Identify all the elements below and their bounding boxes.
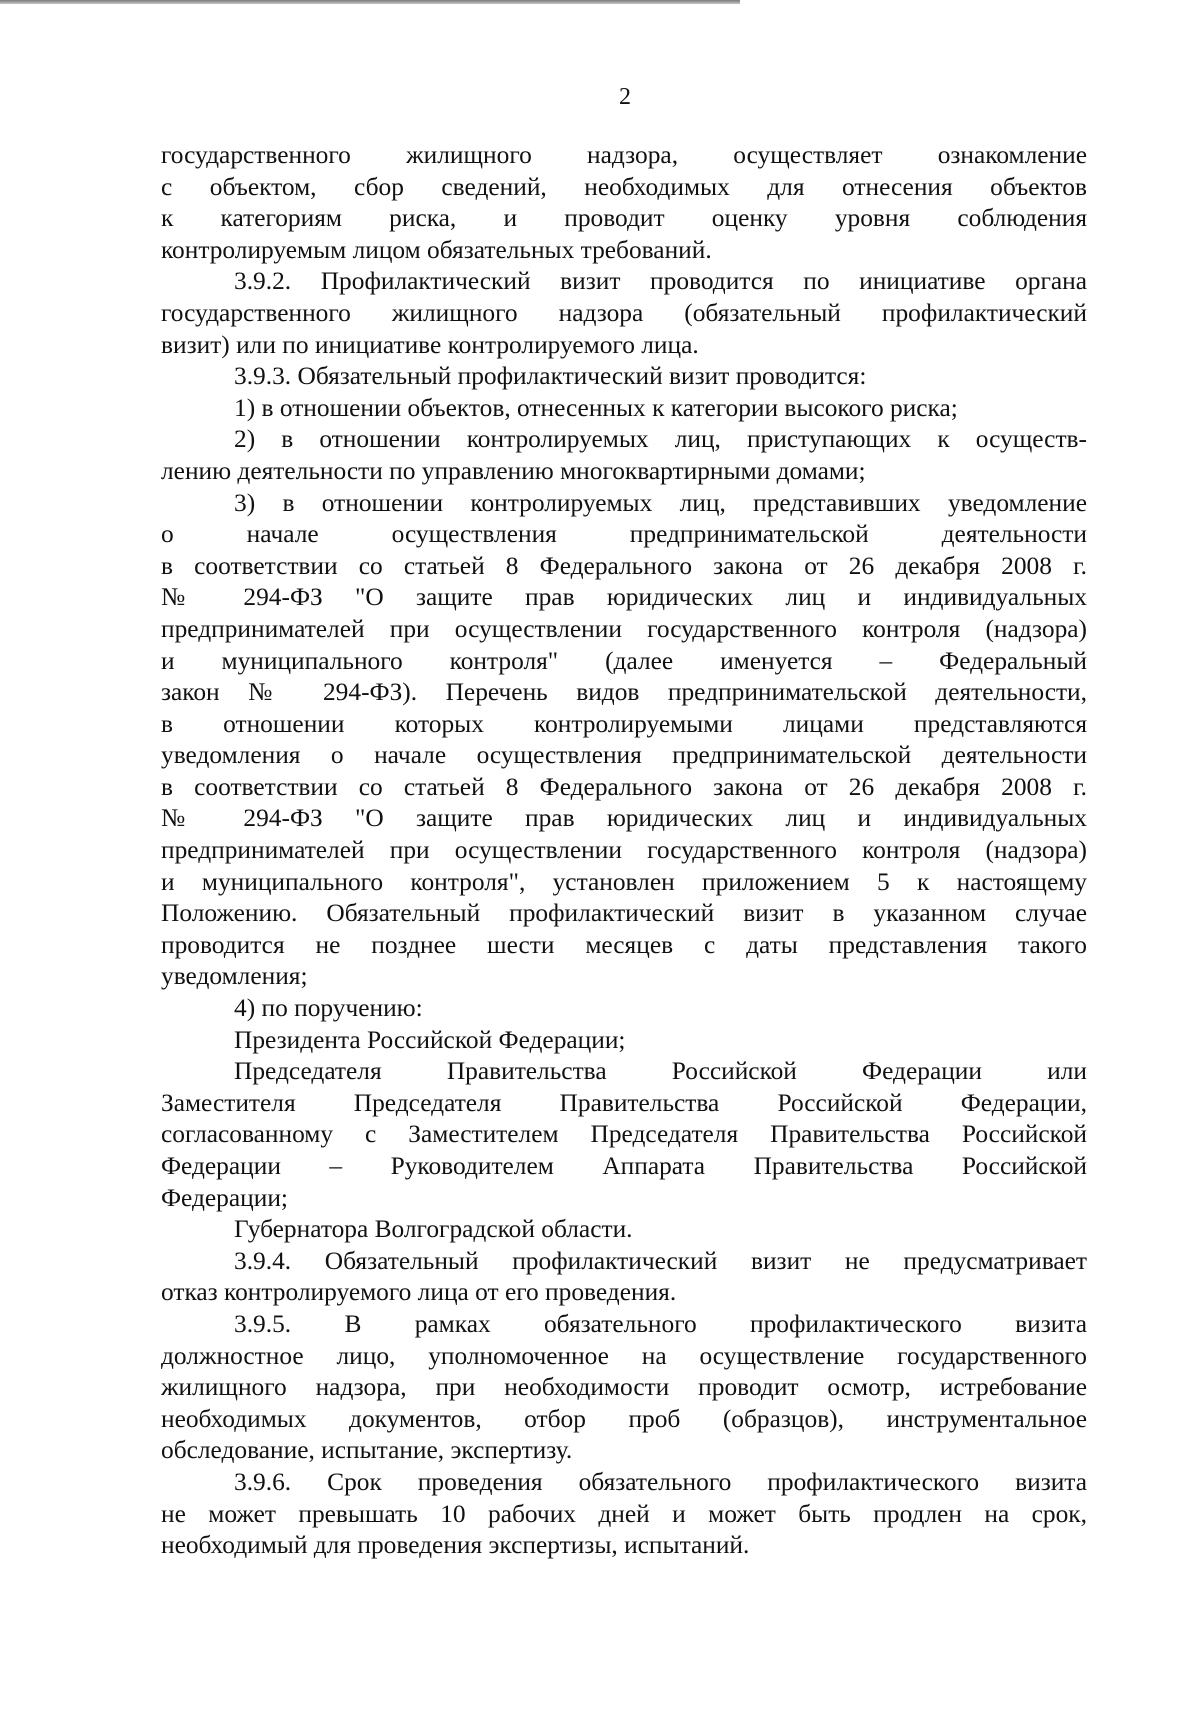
text-line: согласованному с Заместителем Председателя Правительства Российской	[161, 1120, 1087, 1149]
text-line: 4) по поручению:	[234, 994, 423, 1023]
text-line: отказ контролируемого лица от его проведения.	[161, 1278, 677, 1307]
paragraph	[161, 1214, 1087, 1246]
text-line: лению деятельности по управлению многоквартирными домами;	[161, 456, 866, 485]
text-line: предпринимателей при осуществлении государственного контроля (надзора)	[161, 614, 1087, 643]
text-line: должностное лицо, уполномоченное на осуществление государственного	[161, 1341, 1087, 1370]
text-line: уведомления;	[161, 962, 308, 991]
paragraph	[161, 1309, 1087, 1467]
text-line: 3.9.6. Срок проведения обязательного профилактического визита	[234, 1467, 1087, 1496]
text-line: Федерации;	[161, 1183, 288, 1212]
text-line: Положению. Обязательный профилактический визит в указанном случае	[161, 899, 1087, 928]
paragraph	[161, 1246, 1087, 1309]
text-line: в отношении которых контролируемыми лицами представляются	[161, 709, 1087, 738]
text-line: Президента Российской Федерации;	[234, 1025, 626, 1054]
paragraph	[161, 393, 1087, 425]
text-line: Председателя Правительства Российской Федерации или	[234, 1057, 1087, 1086]
text-line: визит) или по инициативе контролируемого лица.	[161, 330, 699, 359]
text-line: необходимых документов, отбор проб (образцов), инструментальное	[161, 1404, 1087, 1433]
text-line: уведомления о начале осуществления предпринимательской деятельности	[161, 741, 1087, 770]
text-line: Федерации – Руководителем Аппарата Правительства Российской	[161, 1152, 1087, 1180]
text-line: в соответствии со статьей 8 Федерального закона от 26 декабря 2008 г.	[161, 772, 1087, 801]
text-line: предпринимателей при осуществлении государственного контроля (надзора)	[161, 836, 1087, 865]
paragraph	[161, 266, 1087, 361]
page-number: 2	[619, 84, 631, 110]
text-line: 2) в отношении контролируемых лиц, приступающих к осуществ-	[234, 425, 1087, 454]
text-line: и муниципального контроля", установлен приложением 5 к настоящему	[161, 867, 1087, 896]
text-line: Губернатора Волгоградской области.	[234, 1215, 633, 1244]
document-body	[161, 140, 1087, 1562]
text-line: государственного жилищного надзора (обязательный профилактический	[161, 298, 1087, 327]
text-line: 1) в отношении объектов, отнесенных к категории высокого риска;	[234, 393, 958, 422]
text-line: 3.9.4. Обязательный профилактический визит не предусматривает	[234, 1246, 1087, 1275]
paragraph	[161, 1025, 1087, 1057]
text-line: в соответствии со статьей 8 Федерального закона от 26 декабря 2008 г.	[161, 551, 1087, 580]
paragraph	[161, 993, 1087, 1025]
text-line: проводится не позднее шести месяцев с даты представления такого	[161, 930, 1087, 959]
text-line: 3) в отношении контролируемых лиц, представивших уведомление	[234, 488, 1087, 517]
paragraph	[161, 424, 1087, 487]
text-line: жилищного надзора, при необходимости проводит осмотр, истребование	[161, 1373, 1087, 1402]
scan-edge-shadow	[0, 0, 740, 4]
text-line: к категориям риска, и проводит оценку уровня соблюдения	[161, 204, 1087, 233]
text-line: 3.9.3. Обязательный профилактический визит проводится:	[234, 362, 867, 391]
paragraph	[161, 488, 1087, 994]
text-line: о начале осуществления предпринимательской деятельности	[161, 520, 1087, 549]
text-line: № 294-ФЗ "О защите прав юридических лиц и индивидуальных	[161, 583, 1087, 612]
text-line: государственного жилищного надзора, осуществляет ознакомление	[161, 141, 1087, 169]
text-line: необходимый для проведения экспертизы, испытаний.	[161, 1531, 750, 1560]
text-line: № 294-ФЗ "О защите прав юридических лиц и индивидуальных	[161, 804, 1087, 833]
paragraph	[161, 361, 1087, 393]
text-line: и муниципального контроля" (далее именуется – Федеральный	[161, 646, 1087, 675]
text-line: с объектом, сбор сведений, необходимых для отнесения объектов	[161, 172, 1087, 201]
paragraph	[161, 140, 1087, 266]
text-line: контролируемым лицом обязательных требований.	[161, 235, 712, 264]
paragraph	[161, 1467, 1087, 1562]
text-line: закон № 294-ФЗ). Перечень видов предпринимательской деятельности,	[161, 678, 1087, 707]
text-line: 3.9.5. В рамках обязательного профилактического визита	[234, 1309, 1087, 1338]
paragraph	[161, 1056, 1087, 1214]
text-line: обследование, испытание, экспертизу.	[161, 1436, 573, 1465]
text-line: 3.9.2. Профилактический визит проводится по инициативе органа	[234, 267, 1087, 296]
text-line: не может превышать 10 рабочих дней и может быть продлен на срок,	[161, 1499, 1087, 1528]
text-line: Заместителя Председателя Правительства Российской Федерации,	[161, 1088, 1087, 1117]
